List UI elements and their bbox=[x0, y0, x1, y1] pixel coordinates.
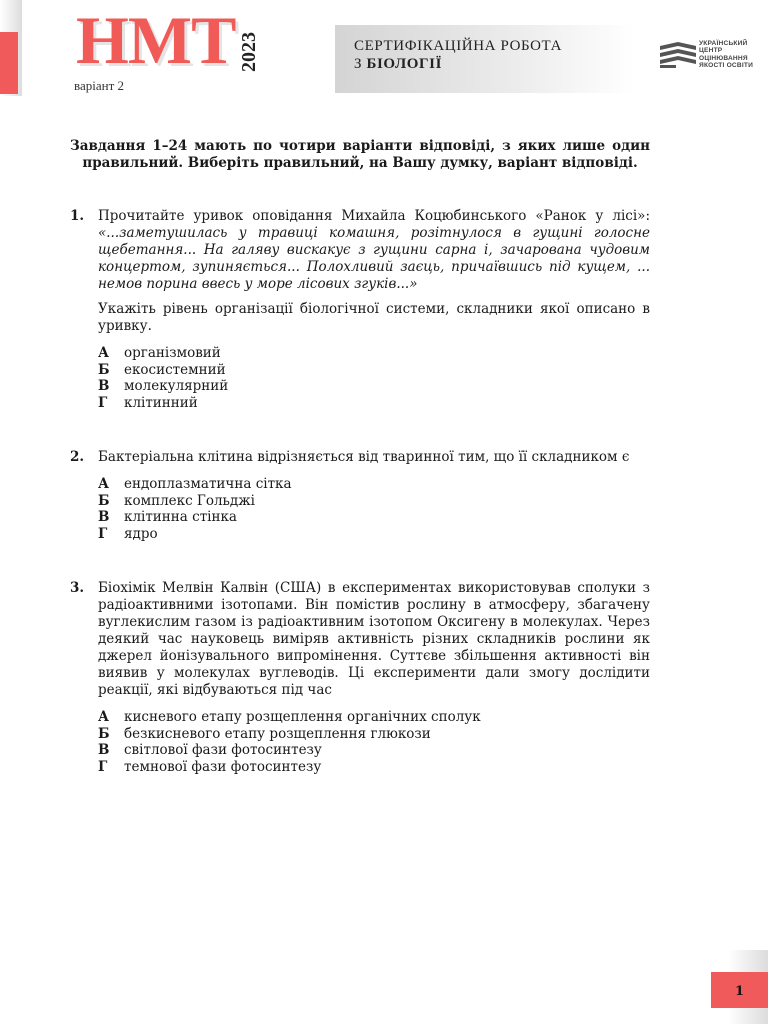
answer-option[interactable] bbox=[98, 476, 650, 493]
exam-content bbox=[70, 138, 650, 775]
option-text: світлової фази фотосинтезу bbox=[124, 742, 322, 758]
option-text: ядро bbox=[124, 525, 158, 542]
answer-options bbox=[98, 709, 650, 775]
question-number: 3. bbox=[70, 580, 85, 596]
exam-title-line2 bbox=[354, 56, 442, 73]
answer-option[interactable] bbox=[98, 493, 650, 510]
org-line: УКРАЇНСЬКИЙ bbox=[699, 40, 748, 47]
option-letter: А bbox=[98, 709, 109, 725]
ucoz-logo-icon bbox=[658, 40, 698, 70]
red-accent-tab bbox=[0, 32, 18, 94]
option-letter: А bbox=[98, 476, 109, 492]
option-text: організмовий bbox=[124, 345, 221, 361]
option-letter: Г bbox=[98, 394, 108, 411]
answer-option[interactable] bbox=[98, 759, 650, 776]
option-letter: В bbox=[98, 378, 110, 394]
answer-option[interactable] bbox=[98, 509, 650, 526]
org-name bbox=[699, 40, 753, 70]
exam-title-line1: СЕРТИФІКАЦІЙНА РОБОТА bbox=[354, 38, 562, 54]
year-label: 2023 bbox=[238, 32, 260, 72]
question-text: Біохімік Мелвін Калвін (США) в експериментах використовував сполуки з радіоактивними ізотопами. Він помістив рослину в атмосферу, збагачену вуглекислим газом із радіоактивним ізотопом Оксигену в молекулах. Через деякий час науковець виміряв активність різних складників рослини як джерел йонізувального випромінення. Суттєве збільшення активності він виявив у молекулах вуглеводів. Ці експерименти дали змогу дослідити реакції, які відбуваються під час bbox=[98, 580, 650, 698]
option-letter: Г bbox=[98, 758, 108, 775]
option-text: ендоплазматична сітка bbox=[124, 476, 292, 492]
option-text: безкисневого етапу розщеплення глюкози bbox=[124, 725, 431, 742]
option-text: темнової фази фотосинтезу bbox=[124, 758, 322, 775]
answer-option[interactable] bbox=[98, 726, 650, 743]
variant-label: варіант 2 bbox=[74, 78, 125, 93]
answer-option[interactable] bbox=[98, 345, 650, 362]
question-prompt: Укажіть рівень організації біологічної системи, складники якої описано в уривку. bbox=[98, 301, 650, 334]
question-3 bbox=[70, 580, 650, 775]
question-text bbox=[98, 208, 650, 293]
answer-options bbox=[98, 345, 650, 411]
org-line: ЦЕНТР bbox=[699, 47, 723, 55]
question-number: 2. bbox=[70, 449, 85, 465]
exam-subject: БІОЛОГІЇ bbox=[366, 56, 443, 72]
option-text: клітинна стінка bbox=[124, 509, 237, 525]
answer-option[interactable] bbox=[98, 526, 650, 543]
option-text: клітинний bbox=[124, 394, 198, 411]
option-letter: В bbox=[98, 509, 110, 525]
instructions: Завдання 1–24 мають по чотири варіанти відповіді, з яких лише один правильний. Виберіть правильний, на Вашу думку, варіант відповіді. bbox=[70, 138, 650, 171]
question-text: Бактеріальна клітина відрізняється від тваринної тим, що її складником є bbox=[98, 449, 630, 465]
answer-option[interactable] bbox=[98, 709, 650, 726]
option-text: молекулярний bbox=[124, 378, 229, 394]
option-text: комплекс Гольджі bbox=[124, 492, 255, 509]
page-number: 1 bbox=[735, 984, 745, 999]
org-line: ОЦІНЮВАННЯ bbox=[699, 54, 748, 62]
answer-option[interactable] bbox=[98, 742, 650, 759]
option-letter: Б bbox=[98, 725, 110, 742]
nmt-brand-logo: НМТ bbox=[76, 2, 236, 78]
question-2 bbox=[70, 449, 650, 542]
answer-option[interactable] bbox=[98, 362, 650, 379]
year-label-wrap bbox=[238, 32, 278, 95]
option-letter: Б bbox=[98, 361, 110, 378]
answer-options bbox=[98, 476, 650, 542]
question-number: 1. bbox=[70, 208, 85, 224]
answer-option[interactable] bbox=[98, 395, 650, 412]
option-text: кисневого етапу розщеплення органічних сполук bbox=[124, 709, 481, 725]
org-line: ЯКОСТІ ОСВІТИ bbox=[699, 62, 754, 70]
option-letter: А bbox=[98, 345, 109, 361]
question-intro: Прочитайте уривок оповідання Михайла Коцюбинського «Ранок у лісі»: bbox=[98, 208, 650, 224]
option-text: екосистемний bbox=[124, 361, 226, 378]
option-letter: Б bbox=[98, 492, 110, 509]
option-letter: В bbox=[98, 742, 110, 758]
answer-option[interactable] bbox=[98, 378, 650, 395]
question-quote: «...заметушилась у травиці комашня, розітнулося в гущині голосне щебетання... На галяву вискакує з гущини сарна і, зачарована чудовим концертом, зупиняється... Полохливий заєць, причаївшись під кущем, ... немов порина ввесь у море лісових згуків...» bbox=[98, 225, 650, 292]
exam-title-prefix: З bbox=[354, 56, 367, 72]
question-1 bbox=[70, 208, 650, 411]
option-letter: Г bbox=[98, 525, 108, 542]
